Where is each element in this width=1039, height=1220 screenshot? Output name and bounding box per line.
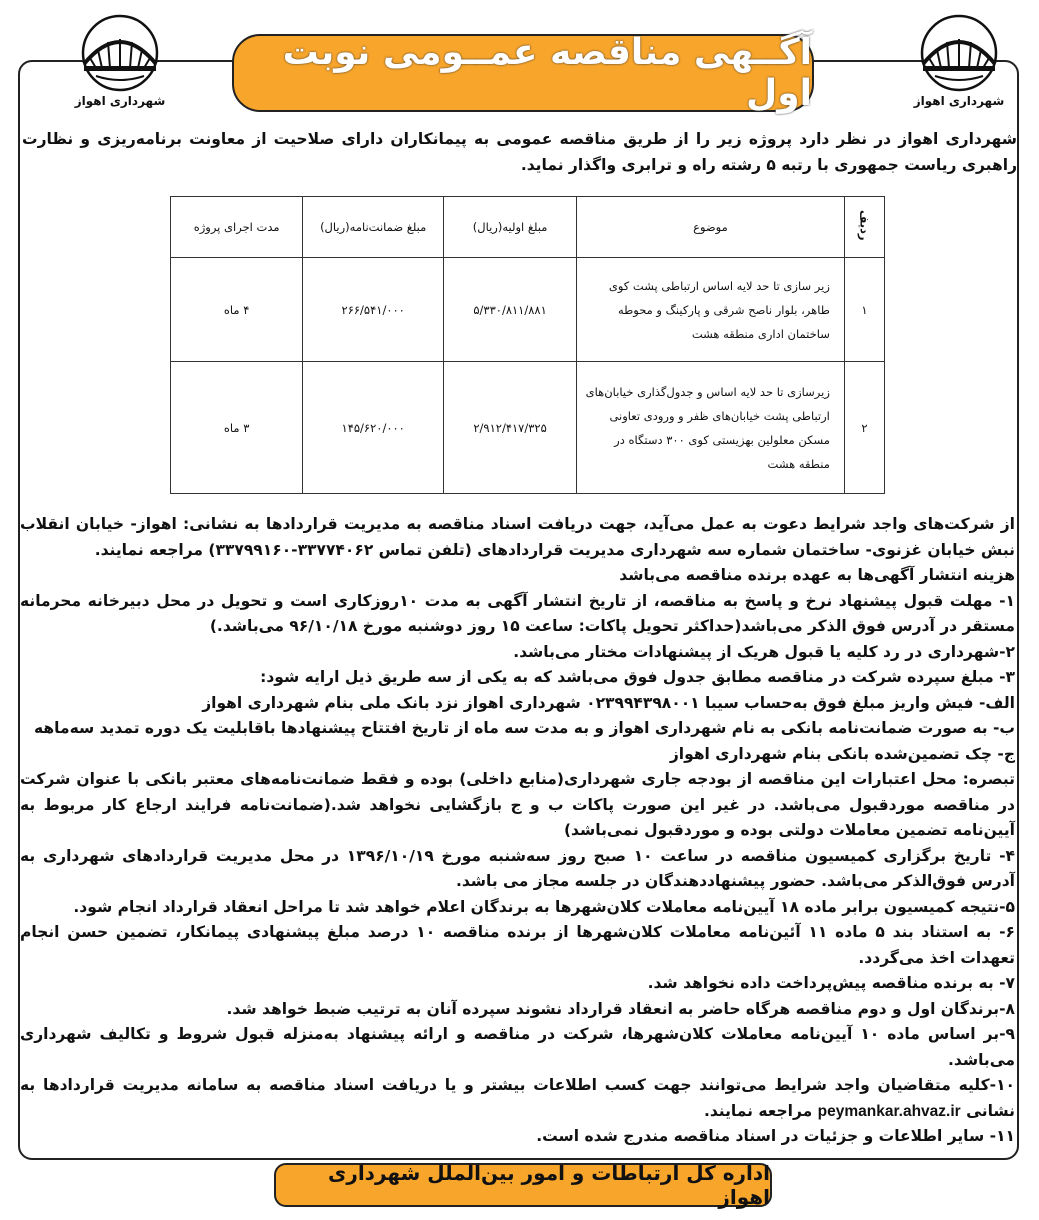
cell-initial-amount: ۲/۹۱۲/۴۱۷/۳۲۵ [444, 362, 577, 494]
table-header-row [171, 197, 885, 258]
clause-5: ۵-نتیجه کمیسیون برابر ماده ۱۸ آیین‌نامه معاملات کلان‌شهرها به برندگان اعلام خواهد شد تا مراحل انعقاد قرارداد انجام شود. [73, 897, 1015, 916]
invitation-text: از شرکت‌های واجد شرایط دعوت به عمل می‌آید، جهت دریافت اسناد مناقصه به مدیریت قراردادها به نشانی: اهواز- خیابان انقلاب نبش خیابان غزنوی- ساختمان شماره سه شهرداری مدیریت قراردادهای (تلفن تماس ۳۳۷۷۴۰۶۲-۳۳۷۹۹۱۶۰) مراجعه نمایند. [20, 515, 1015, 559]
clause-10 [20, 1073, 1015, 1124]
clause-2: ۲-شهرداری در رد کلیه یا قبول هریک از پیشنهادات مختار می‌باشد. [513, 642, 1015, 661]
clause-7: ۷- به برنده مناقصه پیش‌پرداخت داده نخواهد شد. [647, 974, 1015, 992]
ad-cost-text: هزینه انتشار آگهی‌ها به عهده برنده مناقصه می‌باشد [619, 566, 1015, 584]
cell-initial-amount: ۵/۳۳۰/۸۱۱/۸۸۱ [444, 258, 577, 362]
clause-3c: ج- چک تضمین‌شده بانکی بنام شهرداری اهواز [669, 744, 1015, 763]
cell-subject: زیر سازی تا حد لایه اساس ارتباطی پشت کوی طاهر، بلوار ناصح شرقی و پارکینگ و محوطه ساختمان اداری منطقه هشت [577, 258, 845, 362]
intro-paragraph: شهرداری اهواز در نظر دارد پروژه زیر را از طریق مناقصه عمومی به پیمانکاران دارای صلاحیت از معاونت برنامه‌ریزی و نظارت راهبری ریاست جمهوری با رتبه ۵ رشته راه و ترابری واگذار نماید. [22, 130, 1017, 174]
clause-9: ۹-بر اساس ماده ۱۰ آیین‌نامه معاملات کلان‌شهرها، شرکت در مناقصه و ارائه پیشنهاد به‌منزله قبول شروط و تکالیف شهرداری می‌باشد. [20, 1025, 1015, 1069]
clause-10-end: مراجعه نمایند. [703, 1101, 813, 1120]
cell-duration: ۴ ماه [171, 258, 303, 362]
bridge-logo-icon [76, 14, 164, 92]
clause-3: ۳- مبلغ سپرده شرکت در مناقصه مطابق جدول فوق می‌باشد که به یکی از سه طریق ذیل ارایه شود: [260, 668, 1015, 686]
clause-4: ۴- تاریخ برگزاری کمیسیون مناقصه در ساعت ۱۰ صبح روز سه‌شنبه مورخ ۱۳۹۶/۱۰/۱۹ در محل مدیریت قراردادهای شهرداری به آدرس فوق‌الذکر می‌باشد. حضور پیشنهاددهندگان در جلسه مجاز می باشد. [20, 846, 1015, 890]
clause-3a: الف- فیش واریز مبلغ فوق به‌حساب سیبا ۰۲۳۹۹۴۳۹۸۰۰۱ شهرداری اهواز نزد بانک ملی بنام شهرداری اهواز [202, 693, 1015, 712]
cell-subject: زیرسازی تا حد لایه اساس و جدول‌گذاری خیابان‌های ارتباطی پشت خیابان‌های ظفر و ورودی تعاونی مسکن معلولین بهزیستی کوی ۳۰۰ دستگاه در منطقه هشت [577, 362, 845, 494]
footer-department: اداره کل ارتباطات و امور بین‌الملل شهرداری اهواز [274, 1163, 772, 1207]
table-row [171, 362, 885, 494]
header-guarantee: مبلغ ضمانت‌نامه(ریال) [303, 197, 444, 258]
logo-caption: شهرداری اهواز [913, 94, 1005, 108]
table-row [171, 258, 885, 362]
municipality-logo-right [909, 14, 1009, 118]
cell-row-number: ۱ [844, 258, 884, 362]
clause-1: ۱- مهلت قبول پیشنهاد نرخ و پاسخ به مناقصه، از تاریخ انتشار آگهی به مدت ۱۰روزکاری است و تحویل در محل دبیرخانه محرمانه مستقر در آدرس فوق الذکر می‌باشد(حداکثر تحویل پاکات: ساعت ۱۵ روز دوشنبه مورخ ۹۶/۱۰/۱۸ می‌باشد.) [20, 591, 1016, 635]
cell-duration: ۳ ماه [171, 362, 303, 494]
logo-caption: شهرداری اهواز [74, 94, 166, 108]
cell-row-number: ۲ [844, 362, 884, 494]
page-title: آگــهی مناقصه عمــومی نوبت اول [232, 34, 814, 112]
portal-link[interactable]: peymankar.ahvaz.ir [817, 1102, 961, 1120]
cell-guarantee: ۲۶۶/۵۴۱/۰۰۰ [303, 258, 444, 362]
header-subject: موضوع [577, 197, 845, 258]
header-row-number: ردیف [844, 197, 884, 258]
clause-6: ۶- به استناد بند ۵ ماده ۱۱ آئین‌نامه معاملات کلان‌شهرها از برنده مناقصه ۱۰ درصد مبلغ پیشنهادی پیمانکار، تضمین حسن انجام تعهدات اخذ می‌گردد. [20, 923, 1016, 967]
bridge-logo-icon [915, 14, 1003, 92]
header-initial-amount: مبلغ اولیه(ریال) [444, 197, 577, 258]
municipality-logo-left [70, 14, 170, 118]
tender-table [170, 196, 885, 494]
clause-8: ۸-برندگان اول و دوم مناقصه هرگاه حاضر به انعقاد قرارداد نشوند سپرده آنان به ترتیب ضبط خواهد شد. [226, 999, 1015, 1018]
announcement-body [20, 512, 1015, 1150]
header-duration: مدت اجرای پروژه [171, 197, 303, 258]
note-text: تبصره: محل اعتبارات این مناقصه از بودجه جاری شهرداری(منابع داخلی) بوده و فقط ضمانت‌نامه‌های معتبر بانکی با عنوان شرکت در مناقصه موردقبول می‌باشد. در غیر این صورت پاکات ب و ج بازگشایی نخواهد شد.(ضمانت‌نامه فرایند ارجاع کار مربوط به آیین‌نامه تضمین معاملات دولتی بوده و موردقبول نمی‌باشد) [20, 770, 1015, 839]
clause-3b: ب- به صورت ضمانت‌نامه بانکی به نام شهرداری اهواز و به مدت سه ماه از تاریخ افتتاح پیشنهادها باقابلیت یک دوره تمدید سه‌ماهه [34, 719, 1015, 737]
clause-11: ۱۱- سایر اطلاعات و جزئیات در اسناد مناقصه مندرج شده است. [536, 1127, 1015, 1145]
clause-10-text: ۱۰-کلیه متقاضیان واجد شرایط می‌توانند جهت کسب اطلاعات بیشتر و یا دریافت اسناد مناقصه به سامانه مدیریت قراردادها به نشانی [20, 1076, 1015, 1120]
cell-guarantee: ۱۴۵/۶۲۰/۰۰۰ [303, 362, 444, 494]
